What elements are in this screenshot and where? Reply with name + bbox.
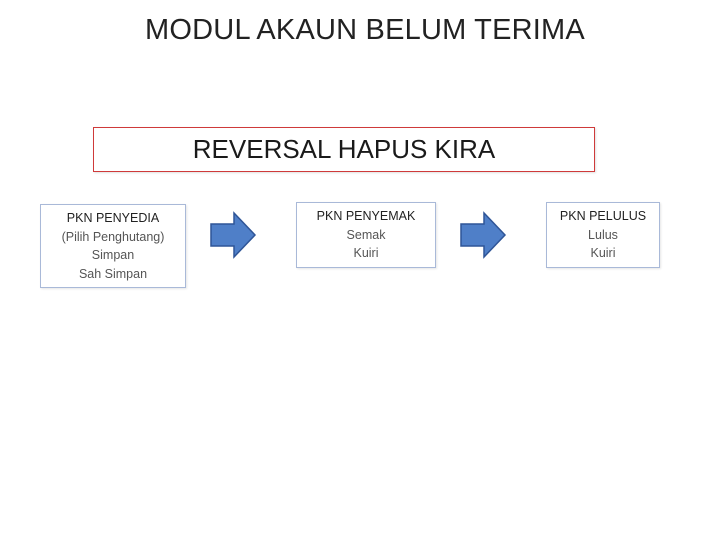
box-penyemak [296,202,436,268]
box-penyedia-line-3: Sah Simpan [78,266,148,281]
box-pelulus-line-2: Kuiri [590,246,616,260]
box-penyedia-head: PKN PENYEDIA [66,211,160,225]
right-arrow-icon [458,210,508,260]
box-penyemak-head: PKN PENYEMAK [316,209,416,223]
reversal-banner [93,127,595,172]
banner-label: REVERSAL HAPUS KIRA [192,134,496,164]
box-pelulus-line-1: Lulus [588,227,618,242]
box-pelulus [546,202,660,268]
box-penyedia [40,204,186,288]
box-penyemak-line-1: Semak [346,227,386,242]
box-pelulus-head: PKN PELULUS [559,209,647,223]
box-penyedia-line-2: Simpan [91,248,135,262]
box-penyedia-line-1: (Pilih Penghutang) [61,229,165,244]
diagram-title: MODUL AKAUN BELUM TERIMA [145,14,585,46]
right-arrow-icon [208,210,258,260]
box-penyemak-line-2: Kuiri [353,246,379,260]
